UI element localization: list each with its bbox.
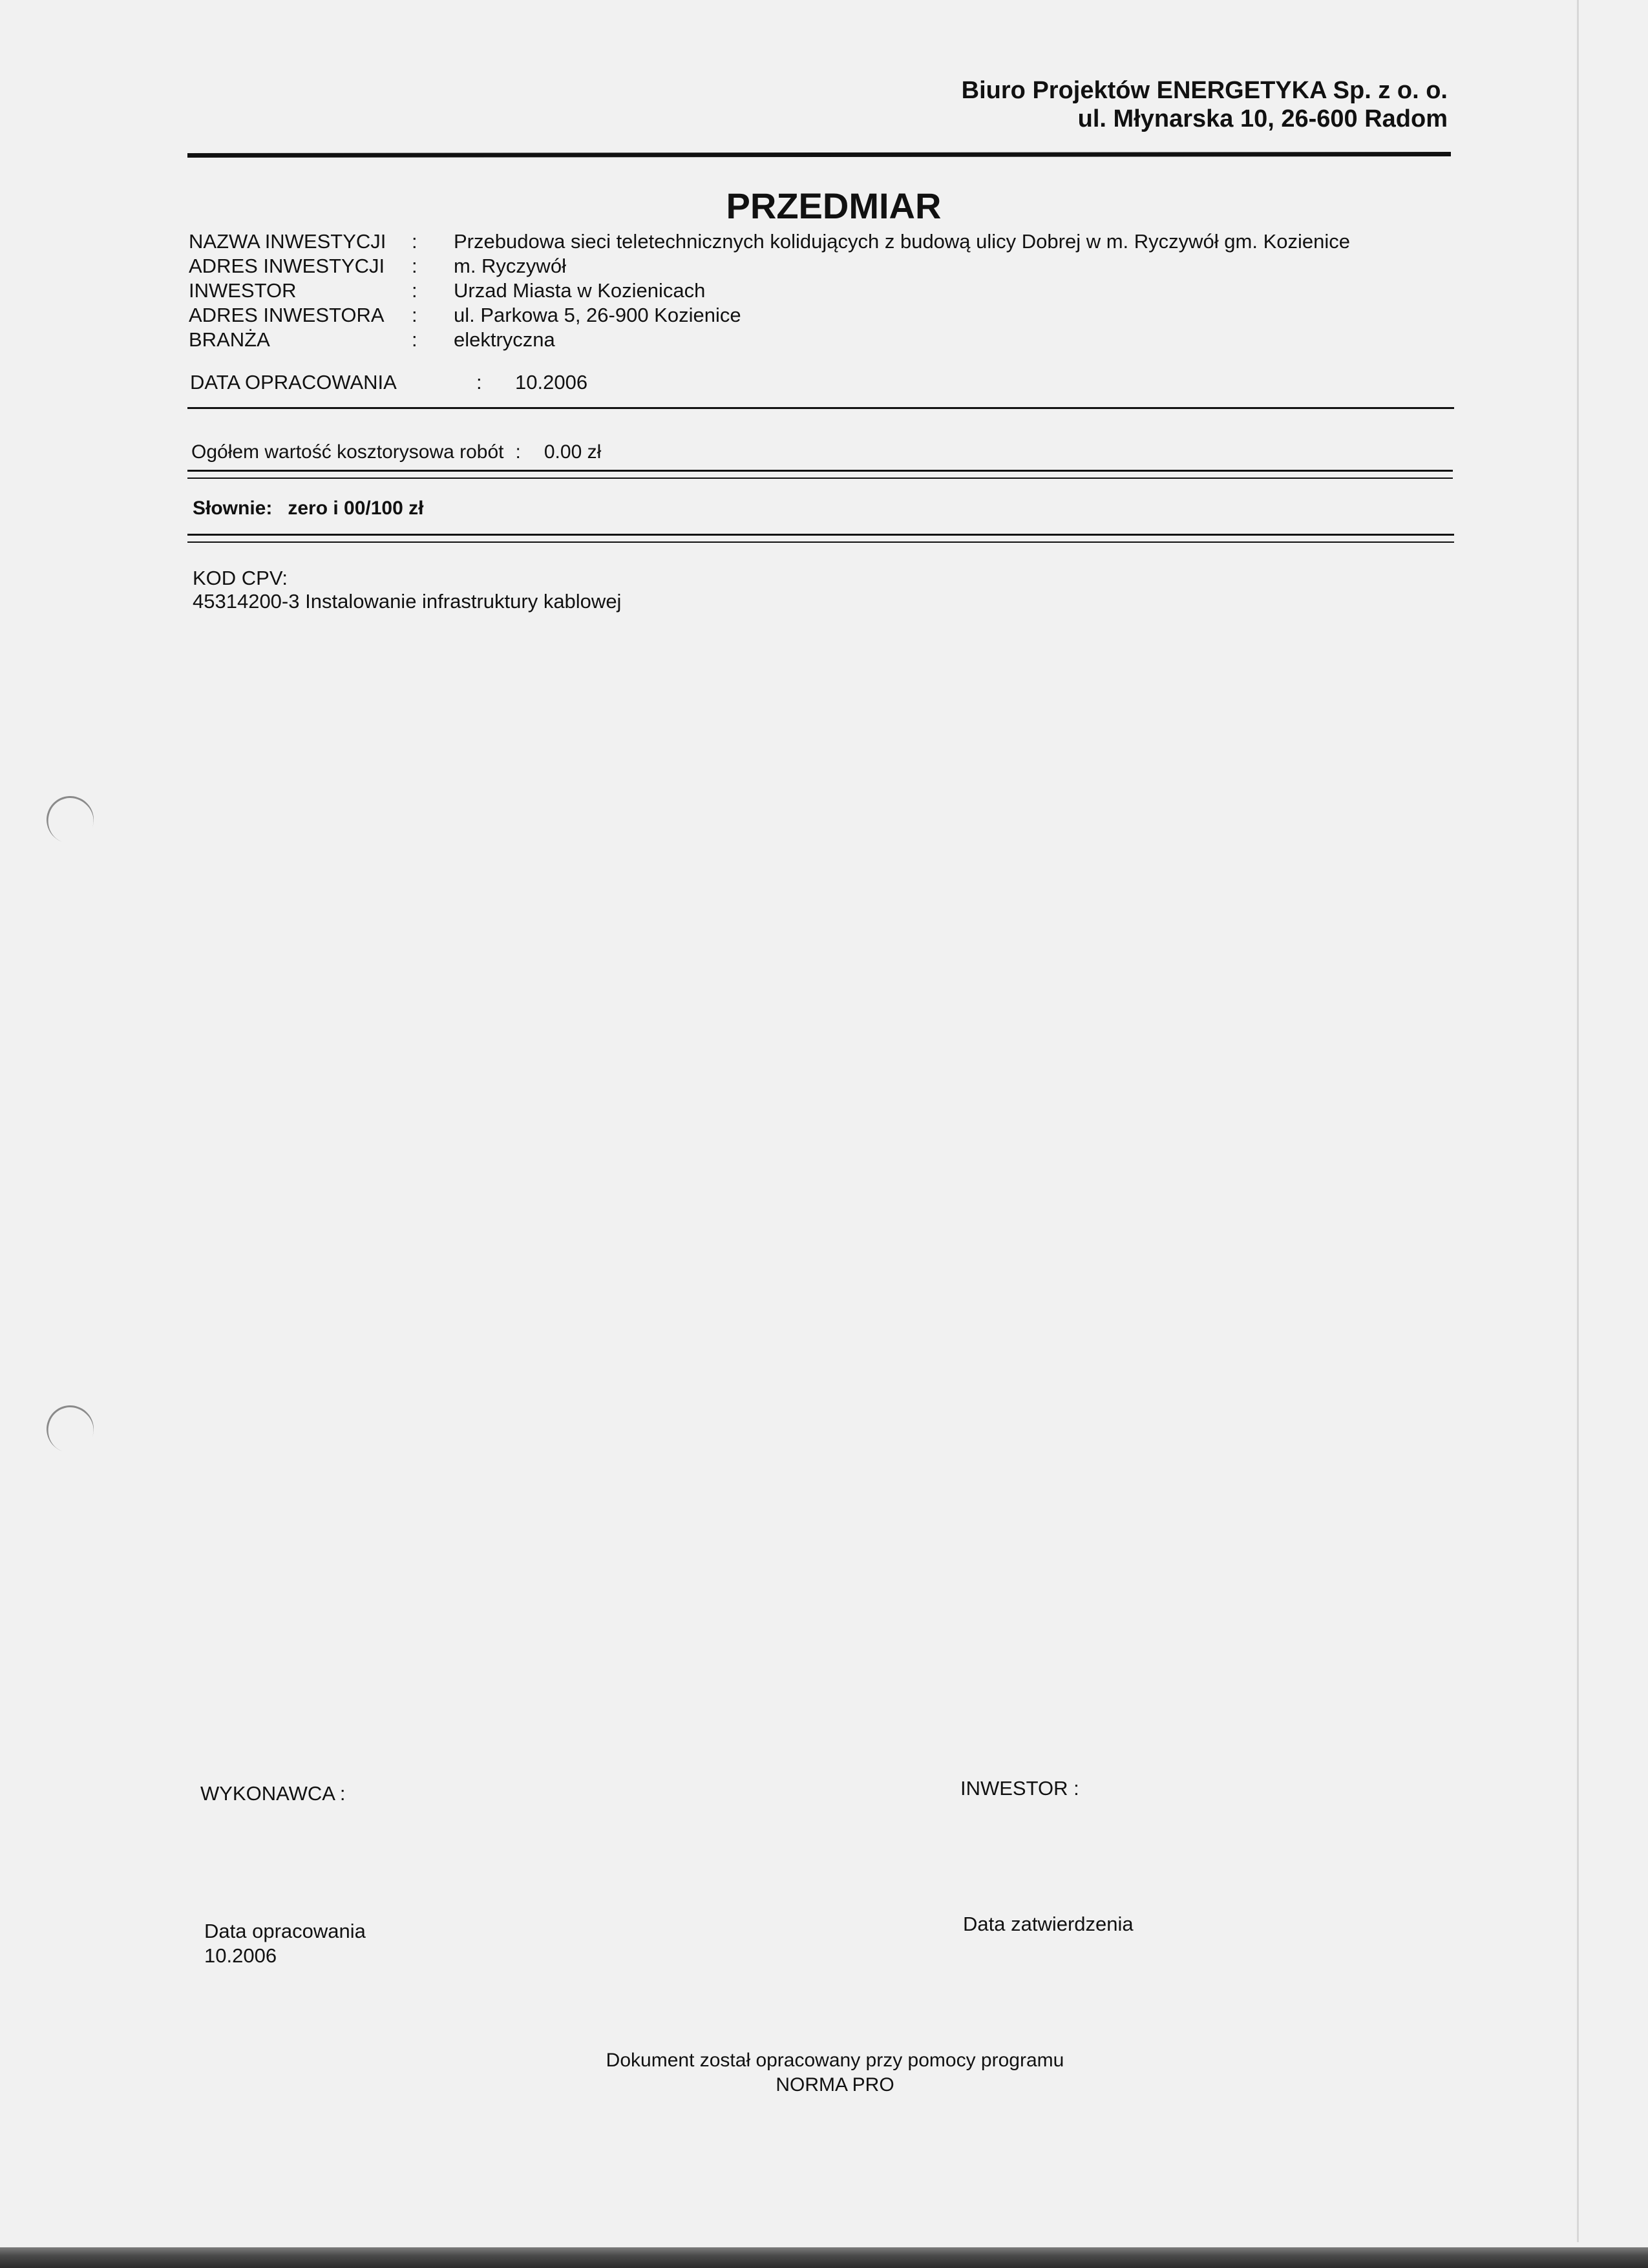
contractor-label: WYKONAWCA : — [200, 1782, 346, 1805]
footer-note — [0, 2048, 1648, 2097]
punch-hole-bottom — [40, 1399, 101, 1460]
approval-date-label: Data zatwierdzenia — [963, 1913, 1134, 1935]
footer-line-1: Dokument został opracowany przy pomocy programu — [606, 2050, 1064, 2071]
cpv-label: KOD CPV: — [193, 567, 288, 589]
footer-line-2: NORMA PRO — [776, 2074, 894, 2095]
rule-after-words-2 — [187, 541, 1454, 543]
investor-label: INWESTOR : — [960, 1777, 1079, 1800]
scan-right-edge — [1577, 0, 1579, 2242]
amount-in-words: Słownie: zero i 00/100 zł — [193, 498, 424, 519]
rule-after-total-2 — [187, 478, 1453, 479]
rule-after-words-1 — [187, 534, 1454, 536]
info-row-investor: INWESTOR : Urzad Miasta w Kozienicach — [189, 279, 706, 302]
punch-hole-top — [40, 790, 101, 850]
rule-after-total-1 — [187, 470, 1453, 472]
rule-after-date — [187, 407, 1454, 409]
header-rule — [187, 152, 1451, 158]
company-address: ul. Młynarska 10, 26-600 Radom — [1077, 105, 1448, 132]
preparation-date: DATA OPRACOWANIA : 10.2006 — [190, 371, 588, 394]
cpv-code — [193, 567, 621, 613]
prepared-date-block — [204, 1919, 366, 1968]
company-name: Biuro Projektów ENERGETYKA Sp. z o. o. — [961, 77, 1448, 104]
cpv-value: 45314200-3 Instalowanie infrastruktury kablowej — [193, 590, 622, 613]
company-header — [962, 76, 1448, 133]
scan-bottom-edge — [0, 2247, 1648, 2268]
prepared-date-label: Data opracowania — [204, 1920, 366, 1942]
info-row-investment-name: NAZWA INWESTYCJI : Przebudowa sieci teletechnicznych kolidujących z budową ulicy Dobrej w m. Ryczywół gm. Kozienice — [189, 230, 1350, 253]
prepared-date-value: 10.2006 — [204, 1944, 277, 1967]
info-row-investor-address: ADRES INWESTORA : ul. Parkowa 5, 26-900 Kozienice — [189, 304, 741, 326]
total-cost: Ogółem wartość kosztorysowa robót : 0.00 zł — [191, 441, 602, 463]
info-row-investment-address: ADRES INWESTYCJI : m. Ryczywół — [189, 255, 566, 277]
info-row-branch: BRANŻA : elektryczna — [189, 328, 555, 351]
document-title: PRZEDMIAR — [726, 185, 942, 226]
investment-info — [189, 229, 1350, 352]
